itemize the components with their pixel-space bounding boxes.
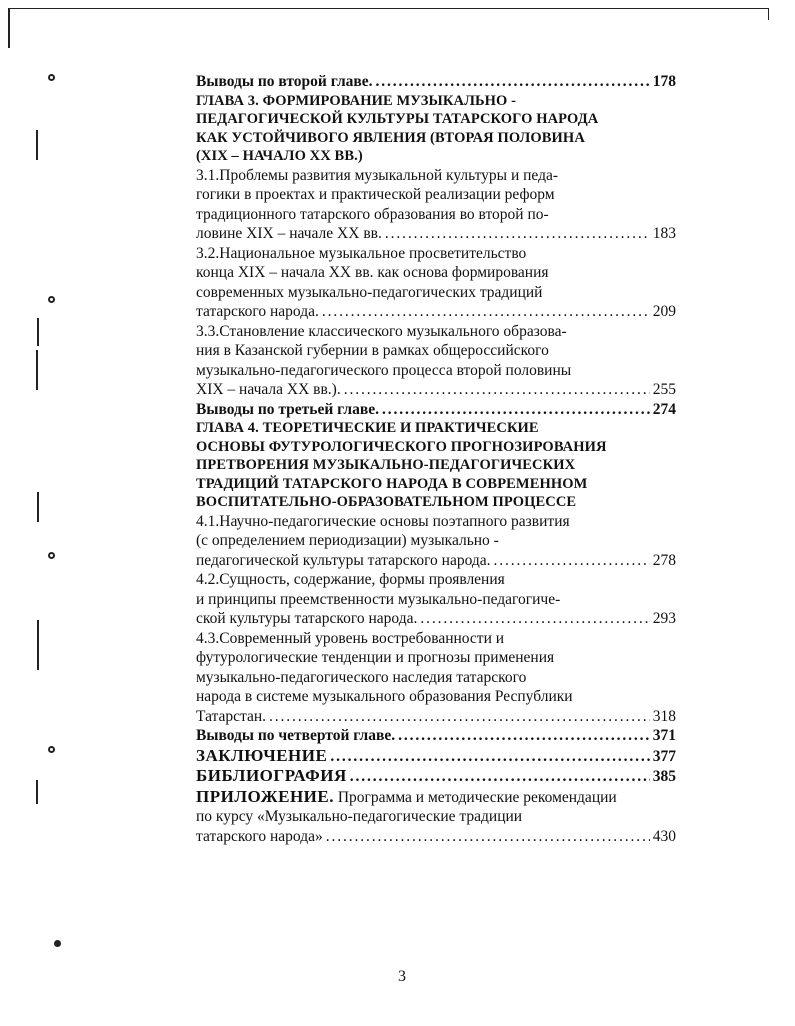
dot-leader [330, 747, 649, 767]
heading-line: ТРАДИЦИЙ ТАТАРСКОГО НАРОДА В СОВРЕМЕННОМ [196, 475, 588, 492]
toc-entry-label: ЗАКЛЮЧЕНИЕ [196, 745, 328, 765]
section-text: Татарстан. [196, 707, 267, 725]
toc-section[interactable] [196, 629, 676, 727]
section-text: (с определением периодизации) музыкально - [196, 532, 499, 549]
section-text: и принципы преемственности музыкально-педагогиче- [196, 590, 561, 608]
heading-line: ПЕДАГОГИЧЕСКОЙ КУЛЬТУРЫ ТАТАРСКОГО НАРОДА [196, 111, 599, 127]
dot-leader [382, 400, 650, 420]
toc-page-number: 371 [652, 727, 676, 744]
section-text: 4.1.Научно-педагогические основы поэтапного развития [196, 512, 570, 530]
toc-entry-label: БИБЛИОГРАФИЯ [196, 766, 347, 785]
dot-leader [376, 72, 650, 92]
scan-mark [36, 130, 38, 160]
section-text: музыкально-педагогического наследия татарского [196, 668, 527, 686]
section-text: 3.2.Национальное музыкальное просветительство [196, 244, 527, 262]
toc-page-number: 278 [652, 551, 676, 569]
toc-page-number: 209 [652, 303, 676, 320]
binder-hole [48, 74, 55, 81]
binder-hole [48, 296, 55, 303]
toc-page-number: 183 [652, 225, 676, 242]
scan-mark [36, 350, 38, 390]
section-text: 3.1.Проблемы развития музыкальной культуры и педа- [196, 166, 559, 184]
heading-line: ВОСПИТАТЕЛЬНО-ОБРАЗОВАТЕЛЬНОМ ПРОЦЕССЕ [196, 494, 577, 510]
section-text: конца XIX – начала XX вв. как основа формирования [196, 264, 549, 281]
toc-section[interactable] [196, 244, 676, 322]
toc-section[interactable] [196, 512, 676, 571]
toc-page-number: 255 [652, 381, 676, 398]
page-number: 3 [398, 968, 406, 985]
binder-hole [48, 552, 55, 559]
toc-section[interactable] [196, 570, 676, 629]
toc-entry-label: ПРИЛОЖЕНИЕ. [196, 786, 334, 806]
toc-entry[interactable] [196, 72, 676, 92]
dot-leader [398, 726, 650, 746]
toc-entry[interactable] [196, 400, 676, 420]
toc-page-number: 318 [652, 707, 676, 725]
table-of-contents [196, 72, 676, 846]
toc-page-number: 293 [652, 610, 676, 627]
toc-entry-label: Выводы по четвертой главе. [196, 727, 396, 744]
dot-leader [494, 551, 650, 571]
toc-entry-label: Выводы по третьей главе. [196, 400, 380, 418]
heading-line: ПРЕТВОРЕНИЯ МУЗЫКАЛЬНО-ПЕДАГОГИЧЕСКИХ [196, 457, 576, 473]
section-text: татарского народа. [196, 303, 319, 320]
heading-line: ГЛАВА 4. ТЕОРЕТИЧЕСКИЕ И ПРАКТИЧЕСКИЕ [196, 420, 539, 436]
toc-page-number: 377 [652, 747, 676, 765]
toc-page-number: 385 [652, 768, 676, 785]
heading-line: (XIX – НАЧАЛО XX ВВ.) [196, 148, 363, 164]
scan-mark [36, 780, 38, 804]
toc-entry[interactable] [196, 726, 676, 746]
dot-leader [420, 609, 649, 629]
section-text: 3.3.Становление классического музыкального образова- [196, 322, 567, 340]
toc-page-number: 178 [652, 73, 676, 90]
binder-hole [48, 746, 55, 753]
scan-mark [37, 492, 39, 522]
chapter-heading [196, 92, 676, 166]
toc-page-number: 274 [652, 400, 676, 418]
section-text: Программа и методические рекомендации [333, 788, 617, 806]
section-text: ловине XIX – начале XX вв. [196, 225, 382, 242]
heading-line: ОСНОВЫ ФУТУРОЛОГИЧЕСКОГО ПРОГНОЗИРОВАНИЯ [196, 438, 607, 455]
toc-entry-label: Выводы по второй главе. [196, 73, 373, 90]
section-text: по курсу «Музыкально-педагогические традиции [196, 808, 523, 825]
section-text: традиционного татарского образования во второй по- [196, 205, 549, 223]
section-text: народа в системе музыкального образования Республики [196, 688, 573, 705]
toc-page-number: 430 [652, 827, 676, 845]
heading-line: ГЛАВА 3. ФОРМИРОВАНИЕ МУЗЫКАЛЬНО - [196, 92, 517, 109]
scan-edge-line [8, 8, 768, 9]
toc-entry[interactable] [196, 766, 676, 787]
section-text: футурологические тенденции и прогнозы применения [196, 649, 555, 666]
dot-leader [350, 767, 650, 787]
scan-dot [54, 940, 61, 947]
section-text: современных музыкально-педагогических традиций [196, 283, 543, 301]
toc-entry[interactable] [196, 746, 676, 767]
scan-edge-line [768, 8, 769, 20]
section-text: 4.3.Современный уровень востребованности и [196, 629, 505, 647]
section-text: ния в Казанской губернии в рамках общероссийского [196, 342, 549, 359]
section-text: гогики в проектах и практической реализации реформ [196, 186, 555, 203]
section-text: педагогической культуры татарского народа. [196, 551, 491, 569]
toc-section[interactable] [196, 166, 676, 244]
scan-mark [37, 620, 39, 670]
section-text: XIX – начала XX вв.). [196, 381, 341, 398]
dot-leader [322, 302, 650, 322]
section-text: татарского народа» [196, 827, 323, 845]
dot-leader [385, 224, 650, 244]
scan-mark [37, 318, 39, 346]
chapter-heading [196, 419, 676, 512]
toc-section[interactable] [196, 322, 676, 400]
scan-edge-line [8, 8, 10, 48]
dot-leader [326, 827, 650, 847]
toc-section[interactable] [196, 787, 676, 847]
dot-leader [269, 707, 650, 727]
section-text: музыкально-педагогического процесса второй половины [196, 361, 572, 379]
section-text: 4.2.Сущность, содержание, формы проявления [196, 571, 505, 588]
heading-line: КАК УСТОЙЧИВОГО ЯВЛЕНИЯ (ВТОРАЯ ПОЛОВИНА [196, 129, 585, 146]
dot-leader [344, 380, 650, 400]
section-text: ской культуры татарского народа. [196, 610, 418, 627]
